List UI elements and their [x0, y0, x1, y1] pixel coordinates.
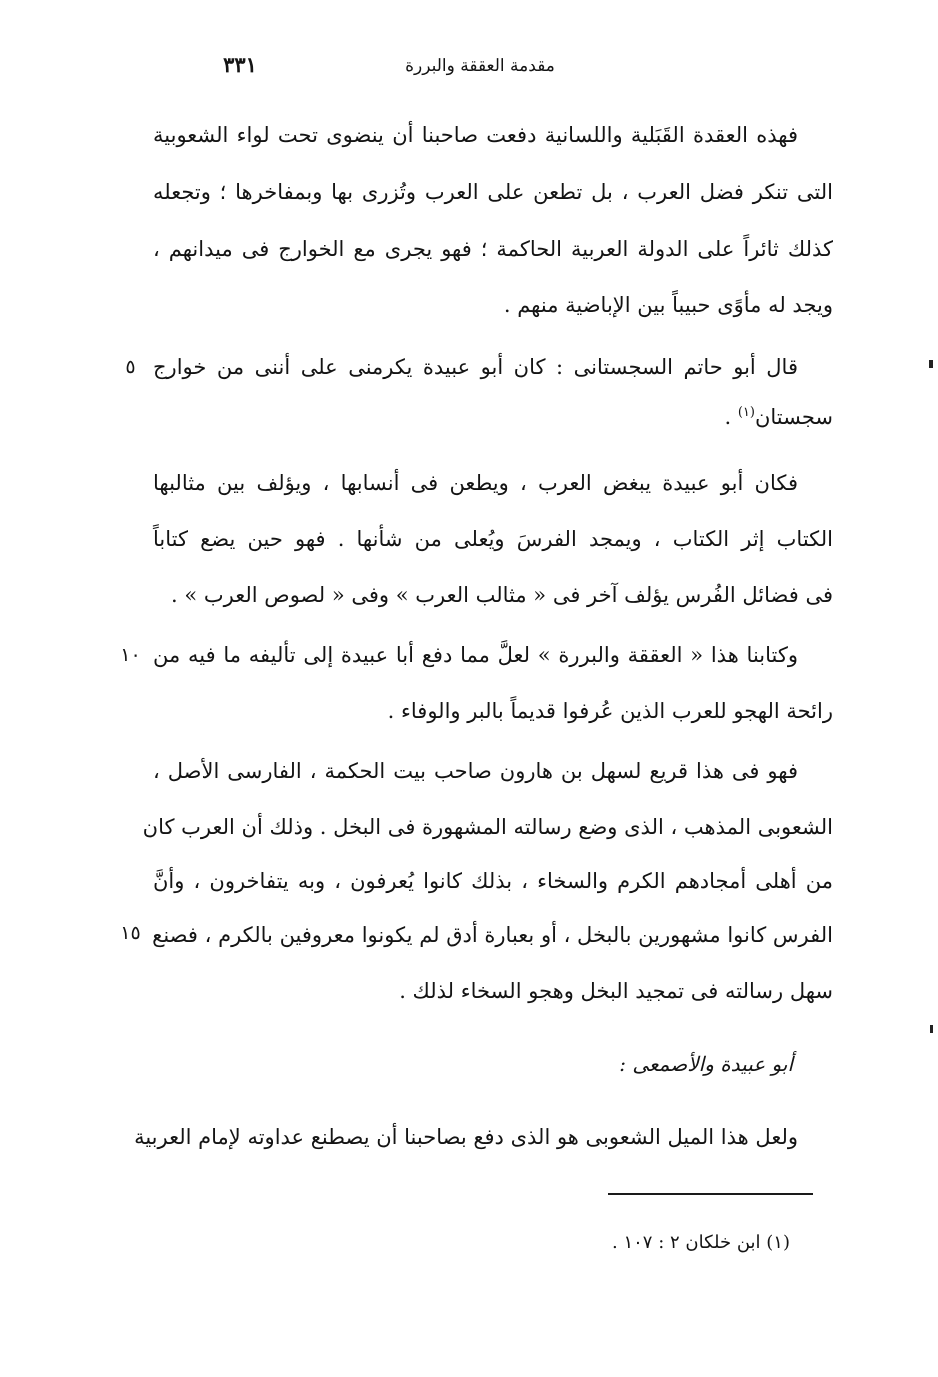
footnote-separator [608, 1193, 813, 1195]
line-number-5: ٥ [125, 356, 136, 378]
section-subheading: أبو عبيدة والأصمعى : [619, 1052, 793, 1076]
margin-scan-mark [930, 1025, 933, 1033]
paragraph-5-line-4: الفرس كانوا مشهورين بالبخل ، أو بعبارة أدق لم يكونوا معروفين بالكرم ، فصنع [152, 923, 833, 947]
footnote-reference: (١) [737, 405, 755, 420]
running-header-title: مقدمة العققة والبررة [405, 56, 555, 76]
paragraph-2-line-2-text: سجستان [754, 405, 833, 429]
line-number-10: ١٠ [120, 644, 141, 666]
paragraph-2-line-1: قال أبو حاتم السجستانى : كان أبو عبيدة يكرمنى على أننى من خوارج [153, 355, 798, 379]
paragraph-4-line-2: رائحة الهجو للعرب الذين عُرفوا قديماً بالبر والوفاء . [387, 699, 833, 723]
paragraph-2-line-2 [153, 398, 833, 432]
line-number-15: ١٥ [120, 922, 141, 944]
paragraph-6-line-1: ولعل هذا الميل الشعوبى هو الذى دفع بصاحبنا أن يصطنع عداوته لإمام العربية [134, 1125, 798, 1149]
paragraph-3-line-1: فكان أبو عبيدة يبغض العرب ، ويطعن فى أنسابها ، ويؤلف بين مثالبها [153, 471, 798, 495]
paragraph-1-line-2: التى تنكر فضل العرب ، بل تطعن على العرب وتُزرى بها وبمفاخرها ؛ وتجعله [153, 180, 833, 204]
paragraph-2-line-2-end: . [724, 405, 738, 429]
paragraph-5-line-1: فهو فى هذا قريع لسهل بن هارون صاحب بيت الحكمة ، الفارسى الأصل ، [153, 759, 798, 783]
paragraph-1-line-1: فهذه العقدة القَبَلية واللسانية دفعت صاحبنا أن ينضوى تحت لواء الشعوبية [153, 123, 798, 147]
footnote-text: (١) ابن خلكان ٢ : ١٠٧ . [612, 1232, 790, 1253]
paragraph-1-line-3: كذلك ثائراً على الدولة العربية الحاكمة ؛ فهو يجرى مع الخوارج فى ميدانهم ، [153, 237, 833, 261]
paragraph-5-line-3: من أهلى أمجادهم الكرم والسخاء ، بذلك كانوا يُعرفون ، وبه يتفاخرون ، وأنَّ [153, 869, 833, 893]
paragraph-4-line-1: وكتابنا هذا « العققة والبررة » لعلَّ مما دفع أبا عبيدة إلى تأليفه ما فيه من [153, 643, 798, 667]
paragraph-3-line-2: الكتاب إثر الكتاب ، ويمجد الفرسَ ويُعلى من شأنها . فهو حين يضع كتاباً [153, 527, 833, 551]
margin-scan-mark [929, 360, 933, 368]
paragraph-5-line-5: سهل رسالته فى تمجيد البخل وهجو السخاء لذلك . [399, 979, 833, 1003]
paragraph-3-line-3: فى فضائل الفُرس يؤلف آخر فى « مثالب العرب » وفى « لصوص العرب » . [171, 583, 833, 607]
page-number: ٣٣١ [223, 52, 257, 77]
paragraph-1-line-4: ويجد له مأوًى حبيباً بين الإباضية منهم . [503, 293, 833, 317]
paragraph-5-line-2: الشعوبى المذهب ، الذى وضع رسالته المشهورة فى البخل . وذلك أن العرب كان [142, 815, 833, 839]
